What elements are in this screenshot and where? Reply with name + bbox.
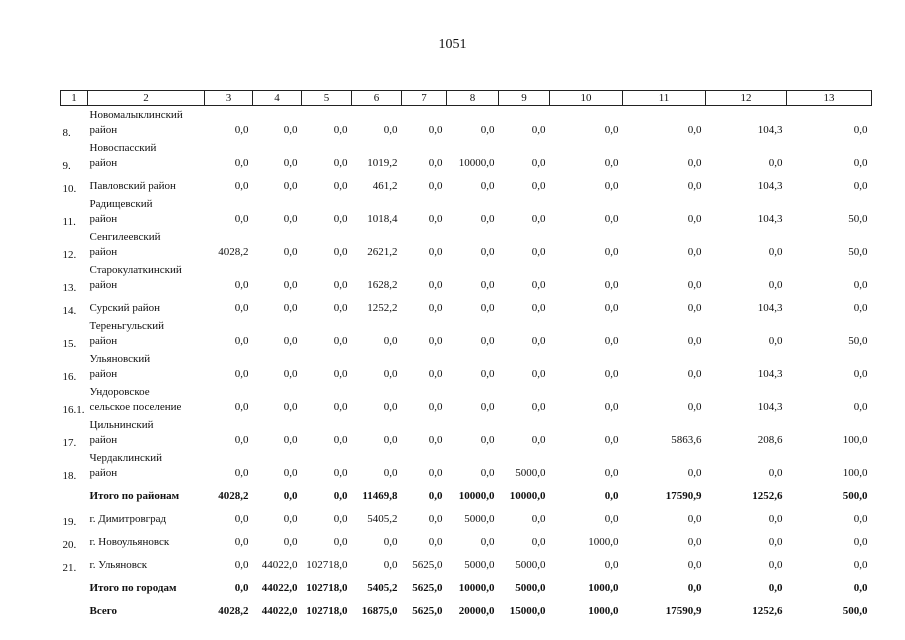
cell-value: 0,0 — [428, 490, 443, 502]
cell-value: 0,0 — [480, 536, 495, 548]
row-name-line: Новоспасский — [89, 142, 157, 154]
cell-value: 0,0 — [480, 246, 495, 258]
cell-value: 0,0 — [333, 246, 348, 258]
cell-value: 0,0 — [687, 157, 702, 169]
cell-value: 50,0 — [848, 246, 868, 258]
row-name-line: Чердаклинский — [89, 452, 162, 464]
table-row — [61, 317, 872, 350]
row-number: 17. — [62, 437, 77, 449]
cell-value: 0,0 — [428, 368, 443, 380]
cell-value: 0,0 — [333, 213, 348, 225]
row-number: 19. — [62, 516, 77, 528]
table-row — [61, 416, 872, 449]
cell-value: 0,0 — [333, 368, 348, 380]
cell-value: 0,0 — [853, 180, 868, 192]
row-name — [88, 416, 205, 449]
cell-value: 16875,0 — [361, 605, 398, 617]
cell-value: 5405,2 — [367, 513, 398, 525]
cell-value: 0,0 — [768, 279, 783, 291]
row-name — [88, 139, 205, 172]
cell-value: 0,0 — [383, 124, 398, 136]
row-name-line: Сенгилеевский — [89, 231, 161, 243]
cell-value: 0,0 — [283, 401, 298, 413]
column-header: 13 — [787, 91, 872, 106]
cell-value: 0,0 — [283, 180, 298, 192]
cell-value: 0,0 — [853, 513, 868, 525]
cell-value: 0,0 — [383, 559, 398, 571]
cell-value: 0,0 — [234, 536, 249, 548]
cell-value: 0,0 — [480, 124, 495, 136]
row-name — [88, 597, 205, 620]
cell-value: 102718,0 — [306, 559, 348, 571]
cell-value: 0,0 — [333, 157, 348, 169]
row-number: 18. — [62, 470, 77, 482]
cell-value: 104,3 — [757, 213, 783, 225]
cell-value: 0,0 — [531, 279, 546, 291]
row-number: 20. — [62, 539, 77, 551]
row-number: 15. — [62, 338, 77, 350]
cell-value: 20000,0 — [458, 605, 495, 617]
row-name — [88, 261, 205, 294]
cell-value: 5625,0 — [412, 582, 443, 594]
cell-value: 0,0 — [333, 302, 348, 314]
cell-value: 0,0 — [768, 157, 783, 169]
cell-value: 0,0 — [768, 335, 783, 347]
cell-value: 0,0 — [531, 124, 546, 136]
column-header: 11 — [623, 91, 706, 106]
cell-value: 0,0 — [768, 513, 783, 525]
cell-value: 0,0 — [234, 124, 249, 136]
column-header: 9 — [499, 91, 550, 106]
cell-value: 1000,0 — [588, 605, 619, 617]
row-name-line: Радищевский — [89, 198, 153, 210]
row-name-line: Ундоровское — [89, 386, 150, 398]
cell-value: 0,0 — [428, 157, 443, 169]
cell-value: 104,3 — [757, 368, 783, 380]
cell-value: 0,0 — [853, 582, 868, 594]
cell-value: 0,0 — [531, 368, 546, 380]
cell-value: 0,0 — [333, 124, 348, 136]
column-header: 4 — [253, 91, 302, 106]
row-name-line: район — [89, 124, 118, 136]
cell-value: 1252,6 — [752, 605, 783, 617]
cell-value: 0,0 — [383, 335, 398, 347]
row-number — [61, 482, 88, 505]
row-number: 13. — [62, 282, 77, 294]
cell-value: 5625,0 — [412, 605, 443, 617]
cell-value: 500,0 — [842, 605, 868, 617]
cell-value: 0,0 — [234, 434, 249, 446]
column-header: 1 — [61, 91, 88, 106]
row-name-line: район — [89, 368, 118, 380]
cell-value: 0,0 — [428, 180, 443, 192]
row-name — [88, 528, 205, 551]
row-name — [88, 294, 205, 317]
cell-value: 104,3 — [757, 124, 783, 136]
table-row — [61, 551, 872, 574]
cell-value: 0,0 — [333, 490, 348, 502]
cell-value: 0,0 — [283, 490, 298, 502]
cell-value: 11469,8 — [362, 490, 398, 502]
table-row — [61, 505, 872, 528]
cell-value: 0,0 — [531, 536, 546, 548]
cell-value: 5405,2 — [367, 582, 398, 594]
cell-value: 0,0 — [531, 434, 546, 446]
row-number: 9. — [62, 160, 71, 172]
row-name-line: г. Димитровград — [89, 513, 167, 525]
cell-value: 0,0 — [283, 302, 298, 314]
row-name — [88, 317, 205, 350]
table-row — [61, 172, 872, 195]
row-name-line: Итого по районам — [89, 490, 180, 502]
row-name-line: район — [89, 434, 118, 446]
cell-value: 0,0 — [283, 434, 298, 446]
cell-value: 0,0 — [283, 536, 298, 548]
cell-value: 500,0 — [842, 490, 868, 502]
cell-value: 0,0 — [604, 401, 619, 413]
cell-value: 0,0 — [383, 434, 398, 446]
cell-value: 0,0 — [480, 180, 495, 192]
cell-value: 0,0 — [428, 246, 443, 258]
cell-value: 0,0 — [604, 368, 619, 380]
cell-value: 50,0 — [848, 213, 868, 225]
cell-value: 4028,2 — [218, 605, 249, 617]
cell-value: 0,0 — [428, 302, 443, 314]
cell-value: 0,0 — [480, 213, 495, 225]
column-header: 8 — [447, 91, 499, 106]
table-row — [61, 139, 872, 172]
table-row — [61, 574, 872, 597]
page-number: 1051 — [438, 37, 467, 52]
cell-value: 0,0 — [383, 368, 398, 380]
row-number: 16. — [62, 371, 77, 383]
cell-value: 0,0 — [687, 559, 702, 571]
column-header: 12 — [706, 91, 787, 106]
row-name — [88, 106, 205, 140]
cell-value: 0,0 — [428, 335, 443, 347]
cell-value: 0,0 — [234, 582, 249, 594]
row-number: 14. — [62, 305, 77, 317]
cell-value: 0,0 — [234, 559, 249, 571]
cell-value: 1019,2 — [367, 157, 398, 169]
cell-value: 1000,0 — [588, 582, 619, 594]
cell-value: 0,0 — [687, 246, 702, 258]
table-row — [61, 294, 872, 317]
cell-value: 5863,6 — [671, 434, 702, 446]
cell-value: 0,0 — [604, 467, 619, 479]
cell-value: 104,3 — [757, 180, 783, 192]
cell-value: 0,0 — [604, 157, 619, 169]
column-header: 7 — [402, 91, 447, 106]
cell-value: 5625,0 — [412, 559, 443, 571]
row-name — [88, 505, 205, 528]
cell-value: 0,0 — [531, 157, 546, 169]
table-row — [61, 195, 872, 228]
row-name — [88, 195, 205, 228]
cell-value: 0,0 — [333, 434, 348, 446]
cell-value: 0,0 — [687, 180, 702, 192]
cell-value: 0,0 — [283, 157, 298, 169]
row-name-line: район — [89, 335, 118, 347]
row-number — [61, 597, 88, 620]
cell-value: 0,0 — [687, 536, 702, 548]
row-number: 16.1. — [62, 404, 85, 416]
row-name-line: район — [89, 279, 118, 291]
cell-value: 0,0 — [283, 213, 298, 225]
row-name-line: Цильнинский — [89, 419, 154, 431]
cell-value: 44022,0 — [261, 582, 298, 594]
column-header: 5 — [302, 91, 352, 106]
row-name-line: Сурский район — [89, 302, 160, 314]
header-row — [61, 91, 872, 106]
cell-value: 0,0 — [480, 434, 495, 446]
cell-value: 0,0 — [853, 302, 868, 314]
cell-value: 0,0 — [333, 279, 348, 291]
cell-value: 0,0 — [531, 401, 546, 413]
cell-value: 5000,0 — [515, 582, 546, 594]
cell-value: 50,0 — [848, 335, 868, 347]
cell-value: 0,0 — [604, 513, 619, 525]
cell-value: 0,0 — [333, 401, 348, 413]
cell-value: 0,0 — [604, 490, 619, 502]
cell-value: 0,0 — [853, 536, 868, 548]
cell-value: 100,0 — [842, 467, 868, 479]
cell-value: 0,0 — [480, 302, 495, 314]
cell-value: 0,0 — [531, 180, 546, 192]
cell-value: 0,0 — [234, 157, 249, 169]
row-name-line: Итого по городам — [89, 582, 177, 594]
cell-value: 5000,0 — [515, 559, 546, 571]
row-name-line: Всего — [89, 605, 117, 617]
cell-value: 0,0 — [428, 124, 443, 136]
cell-value: 0,0 — [853, 124, 868, 136]
row-name-line: г. Новоульяновск — [89, 536, 170, 548]
row-name-line: г. Ульяновск — [89, 559, 148, 571]
table-row — [61, 482, 872, 505]
row-number: 12. — [62, 249, 77, 261]
cell-value: 10000,0 — [458, 582, 495, 594]
cell-value: 461,2 — [372, 180, 398, 192]
cell-value: 0,0 — [428, 536, 443, 548]
table-row — [61, 106, 872, 140]
cell-value: 1018,4 — [367, 213, 398, 225]
cell-value: 0,0 — [234, 213, 249, 225]
cell-value: 1000,0 — [588, 536, 619, 548]
cell-value: 10000,0 — [509, 490, 546, 502]
row-name-line: сельское поселение — [89, 401, 182, 413]
cell-value: 0,0 — [687, 582, 702, 594]
cell-value: 0,0 — [283, 467, 298, 479]
cell-value: 0,0 — [428, 513, 443, 525]
row-name-line: район — [89, 157, 118, 169]
cell-value: 0,0 — [234, 368, 249, 380]
cell-value: 0,0 — [333, 536, 348, 548]
table-row — [61, 228, 872, 261]
cell-value: 10000,0 — [458, 490, 495, 502]
cell-value: 4028,2 — [218, 490, 249, 502]
row-name-line: район — [89, 246, 118, 258]
row-number: 21. — [62, 562, 77, 574]
row-name — [88, 482, 205, 505]
cell-value: 0,0 — [283, 246, 298, 258]
table-row — [61, 383, 872, 416]
cell-value: 0,0 — [428, 401, 443, 413]
row-name-line: Ульяновский — [89, 353, 151, 365]
cell-value: 0,0 — [480, 368, 495, 380]
cell-value: 0,0 — [234, 279, 249, 291]
table-row — [61, 350, 872, 383]
cell-value: 0,0 — [531, 213, 546, 225]
cell-value: 0,0 — [853, 368, 868, 380]
row-name — [88, 383, 205, 416]
cell-value: 0,0 — [768, 246, 783, 258]
cell-value: 1628,2 — [367, 279, 398, 291]
cell-value: 0,0 — [604, 434, 619, 446]
cell-value: 0,0 — [234, 513, 249, 525]
cell-value: 0,0 — [687, 302, 702, 314]
row-name-line: Новомалыклинский — [89, 109, 183, 121]
cell-value: 0,0 — [234, 401, 249, 413]
cell-value: 0,0 — [428, 434, 443, 446]
cell-value: 0,0 — [480, 335, 495, 347]
cell-value: 0,0 — [687, 335, 702, 347]
table-row — [61, 597, 872, 620]
table-row — [61, 261, 872, 294]
row-name-line: Павловский район — [89, 180, 176, 192]
cell-value: 1252,2 — [367, 302, 398, 314]
cell-value: 44022,0 — [261, 559, 298, 571]
row-name — [88, 551, 205, 574]
cell-value: 0,0 — [853, 279, 868, 291]
cell-value: 10000,0 — [458, 157, 495, 169]
cell-value: 0,0 — [768, 559, 783, 571]
cell-value: 104,3 — [757, 302, 783, 314]
cell-value: 0,0 — [283, 124, 298, 136]
cell-value: 0,0 — [234, 467, 249, 479]
cell-value: 208,6 — [757, 434, 783, 446]
row-number: 10. — [62, 183, 77, 195]
cell-value: 0,0 — [383, 467, 398, 479]
cell-value: 0,0 — [480, 401, 495, 413]
row-name — [88, 574, 205, 597]
cell-value: 0,0 — [853, 401, 868, 413]
cell-value: 0,0 — [604, 124, 619, 136]
cell-value: 104,3 — [757, 401, 783, 413]
row-name-line: район — [89, 213, 118, 225]
row-number: 11. — [62, 216, 76, 228]
cell-value: 17590,9 — [665, 490, 702, 502]
cell-value: 0,0 — [687, 467, 702, 479]
cell-value: 0,0 — [283, 513, 298, 525]
cell-value: 0,0 — [283, 368, 298, 380]
cell-value: 0,0 — [283, 335, 298, 347]
cell-value: 100,0 — [842, 434, 868, 446]
cell-value: 0,0 — [768, 536, 783, 548]
column-header: 2 — [88, 91, 205, 106]
cell-value: 0,0 — [687, 279, 702, 291]
cell-value: 5000,0 — [515, 467, 546, 479]
cell-value: 0,0 — [283, 279, 298, 291]
row-name-line: район — [89, 467, 118, 479]
cell-value: 0,0 — [853, 559, 868, 571]
cell-value: 0,0 — [333, 180, 348, 192]
cell-value: 1252,6 — [752, 490, 783, 502]
row-name — [88, 449, 205, 482]
cell-value: 0,0 — [687, 124, 702, 136]
cell-value: 4028,2 — [218, 246, 249, 258]
cell-value: 44022,0 — [261, 605, 298, 617]
row-name — [88, 172, 205, 195]
cell-value: 0,0 — [531, 335, 546, 347]
cell-value: 0,0 — [768, 582, 783, 594]
cell-value: 0,0 — [234, 180, 249, 192]
budget-table — [60, 90, 872, 620]
cell-value: 0,0 — [383, 536, 398, 548]
cell-value: 0,0 — [687, 401, 702, 413]
row-name-line: Тереньгульский — [89, 320, 165, 332]
column-header: 3 — [205, 91, 253, 106]
cell-value: 0,0 — [687, 513, 702, 525]
column-header: 10 — [550, 91, 623, 106]
cell-value: 102718,0 — [306, 605, 348, 617]
cell-value: 0,0 — [768, 467, 783, 479]
cell-value: 102718,0 — [306, 582, 348, 594]
column-header: 6 — [352, 91, 402, 106]
row-name-line: Старокулаткинский — [89, 264, 182, 276]
cell-value: 0,0 — [604, 180, 619, 192]
cell-value: 0,0 — [531, 246, 546, 258]
cell-value: 5000,0 — [464, 559, 495, 571]
cell-value: 0,0 — [687, 213, 702, 225]
cell-value: 0,0 — [333, 335, 348, 347]
cell-value: 0,0 — [604, 246, 619, 258]
cell-value: 5000,0 — [464, 513, 495, 525]
cell-value: 0,0 — [333, 513, 348, 525]
cell-value: 2621,2 — [367, 246, 398, 258]
cell-value: 0,0 — [687, 368, 702, 380]
table-row — [61, 449, 872, 482]
cell-value: 0,0 — [604, 213, 619, 225]
cell-value: 0,0 — [853, 157, 868, 169]
cell-value: 0,0 — [531, 302, 546, 314]
cell-value: 0,0 — [604, 559, 619, 571]
cell-value: 0,0 — [234, 335, 249, 347]
row-number — [61, 574, 88, 597]
cell-value: 0,0 — [234, 302, 249, 314]
cell-value: 0,0 — [333, 467, 348, 479]
cell-value: 0,0 — [604, 279, 619, 291]
cell-value: 0,0 — [428, 279, 443, 291]
cell-value: 0,0 — [428, 467, 443, 479]
table-row — [61, 528, 872, 551]
row-name — [88, 350, 205, 383]
cell-value: 0,0 — [604, 302, 619, 314]
cell-value: 0,0 — [480, 467, 495, 479]
cell-value: 0,0 — [604, 335, 619, 347]
cell-value: 0,0 — [428, 213, 443, 225]
cell-value: 0,0 — [531, 513, 546, 525]
cell-value: 15000,0 — [509, 605, 546, 617]
cell-value: 17590,9 — [665, 605, 702, 617]
cell-value: 0,0 — [480, 279, 495, 291]
row-number: 8. — [62, 127, 71, 139]
cell-value: 0,0 — [383, 401, 398, 413]
row-name — [88, 228, 205, 261]
